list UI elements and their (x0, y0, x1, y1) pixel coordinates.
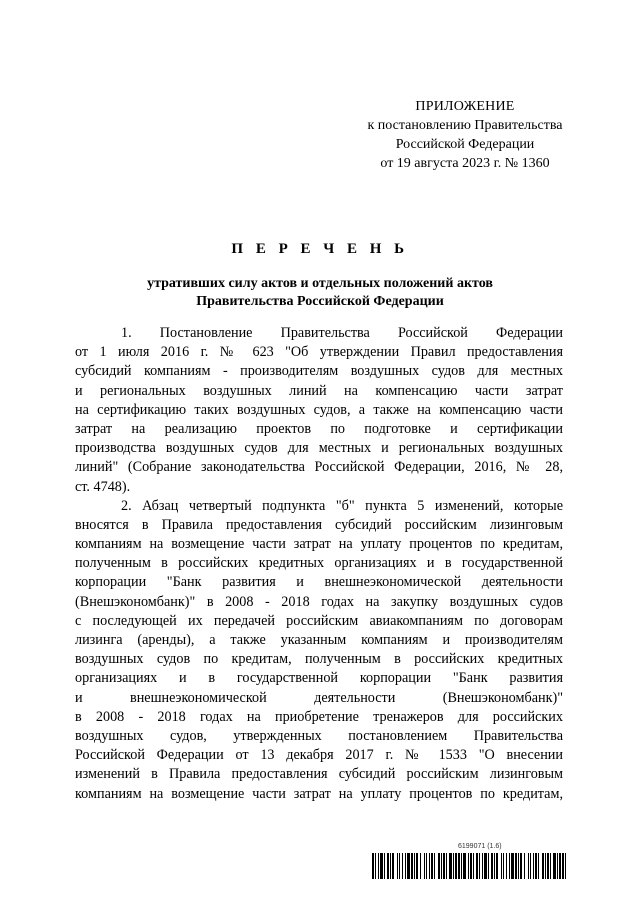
document-body (75, 324, 563, 804)
body-line: 2. Абзац четвертый подпункта "б" пункта 5 изменений, которые (121, 497, 563, 514)
body-line: субсидий компаниям - производителям воздушных судов для местных (75, 363, 563, 380)
body-line: 1. Постановление Правительства Российской Федерации (121, 325, 563, 341)
body-line: воздушных судов, утвержденных постановлением Правительства (75, 727, 563, 744)
body-line: компаниям на возмещение части затрат на уплату процентов по кредитам, (75, 785, 563, 802)
appendix-government: Российской Федерации (395, 137, 535, 152)
document-title: П Е Р Е Ч Е Н Ь (231, 241, 409, 257)
body-line: на сертификацию таких воздушных судов, а также на компенсацию части (75, 401, 563, 418)
body-line: полученным в российских кредитных организациях и в государственной (75, 555, 563, 572)
body-line: корпорации "Банк развития и внешнеэкономической деятельности (75, 574, 563, 591)
appendix-heading: ПРИЛОЖЕНИЕ (415, 99, 515, 114)
body-line: (Внешэкономбанк)" в 2008 - 2018 годах на закупку воздушных судов (75, 593, 563, 610)
subtitle-line: утративших силу актов и отдельных положений актов (147, 276, 493, 291)
appendix-resolution-ref: к постановлению Правительства (367, 118, 563, 133)
body-line: в 2008 - 2018 годах на приобретение тренажеров для российских (75, 708, 563, 725)
body-line: затрат на реализацию проектов по подготовке и сертификации (75, 420, 563, 437)
body-line: и внешнеэкономической деятельности (Внешэкономбанк)" (75, 689, 563, 706)
appendix-block (350, 97, 580, 173)
subtitle-line: Правительства Российской Федерации (196, 294, 444, 309)
body-line: Российской Федерации от 13 декабря 2017 г. № 1533 "О внесении (75, 747, 563, 764)
body-line: от 1 июля 2016 г. № 623 "Об утверждении Правил предоставления (75, 344, 563, 361)
body-line: изменений в Правила предоставления субсидий российским лизинговым (75, 766, 563, 783)
body-line: организациях и в государственной корпорации "Банк развития (75, 670, 563, 687)
body-line: воздушных судов по кредитам, полученным в российских кредитных (75, 651, 563, 668)
body-line: лизинга (аренды), а также указанным компаниям и производителям (75, 632, 563, 648)
appendix-date-number: от 19 августа 2023 г. № 1360 (380, 156, 550, 171)
barcode-number: 6199071 (1.6) (458, 843, 502, 850)
body-line: вносятся в Правила предоставления субсидий российским лизинговым (75, 516, 563, 533)
body-line: компаниям на возмещение части затрат на уплату процентов по кредитам, (75, 536, 563, 553)
body-line: и региональных воздушных линий на компенсацию части затрат (75, 382, 563, 399)
body-line: линий" (Собрание законодательства Российской Федерации, 2016, № 28, (75, 459, 563, 476)
document-subtitle (0, 275, 640, 311)
barcode (372, 853, 567, 879)
body-line: с последующей их передачей российским авиакомпаниям по договорам (75, 612, 563, 629)
body-line: производства воздушных судов для местных и региональных воздушных (75, 440, 563, 457)
body-line: ст. 4748). (75, 478, 131, 495)
